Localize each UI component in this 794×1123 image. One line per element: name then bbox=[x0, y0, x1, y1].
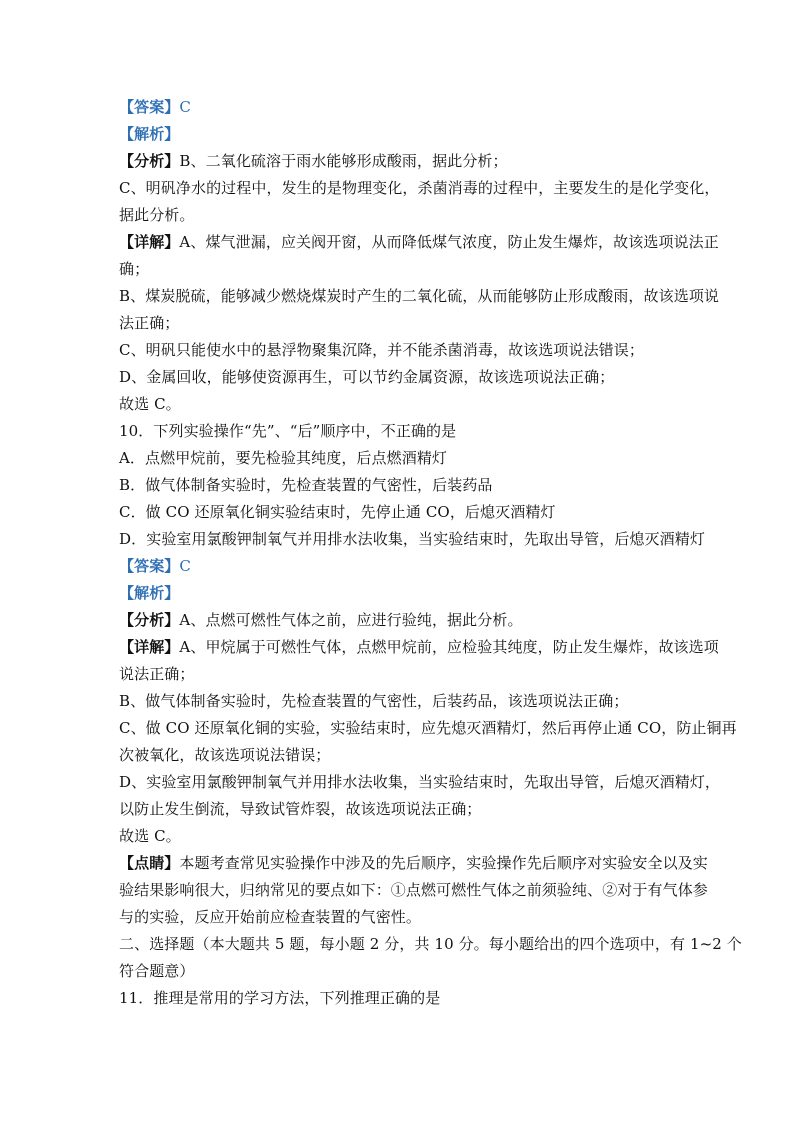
text-line bbox=[119, 94, 679, 121]
line-text: B．做气体制备实验时，先检查装置的气密性，后装药品 bbox=[119, 476, 493, 494]
text-line bbox=[119, 661, 679, 688]
text-line bbox=[119, 877, 708, 904]
line-text: C、明矾净水的过程中，发生的是物理变化，杀菌消毒的过程中，主要发生的是化学变化， bbox=[119, 179, 720, 197]
text-line bbox=[119, 391, 679, 418]
line-text: C bbox=[179, 557, 191, 575]
section-tag: 【答案】 bbox=[119, 98, 180, 116]
line-text: 11．推理是常用的学习方法，下列推理正确的是 bbox=[119, 989, 441, 1007]
line-text: C bbox=[179, 98, 191, 116]
line-text: 以防止发生倒流，导致试管炸裂，故该选项说法正确； bbox=[119, 800, 482, 818]
text-line bbox=[119, 364, 679, 391]
section-tag: 【详解】 bbox=[119, 233, 180, 251]
text-line bbox=[119, 931, 742, 958]
line-text: 验结果影响很大，归纳常见的要点如下：①点燃可燃性气体之前须验纯、②对于有气体参 bbox=[119, 881, 708, 899]
line-text: D．实验室用氯酸钾制氧气并用排水法收集，当实验结束时，先取出导管，后熄灭酒精灯 bbox=[119, 530, 705, 548]
line-text: 与的实验，反应开始前应检查装置的气密性。 bbox=[119, 908, 422, 926]
line-text: 本题考查常见实验操作中涉及的先后顺序，实验操作先后顺序对实验安全以及实 bbox=[179, 854, 708, 872]
line-text: 符合题意） bbox=[119, 962, 195, 980]
text-line bbox=[119, 229, 719, 256]
text-line bbox=[119, 904, 679, 931]
text-line bbox=[119, 715, 737, 742]
line-text: A、煤气泄漏，应关阀开窗，从而降低煤气浓度，防止发生爆炸，故该选项说法正 bbox=[179, 233, 719, 251]
line-text: 10．下列实验操作“先”、“后”顺序中，不正确的是 bbox=[119, 422, 457, 440]
line-text: 确； bbox=[119, 260, 150, 278]
text-line bbox=[119, 283, 720, 310]
section-tag: 【分析】 bbox=[119, 152, 180, 170]
line-text: C、做 CO 还原氧化铜的实验，实验结束时，应先熄灭酒精灯，然后再停止通 CO，防止铜再 bbox=[119, 719, 737, 737]
line-text: B、做气体制备实验时，先检查装置的气密性，后装药品，该选项说法正确； bbox=[119, 692, 629, 710]
text-line bbox=[119, 742, 679, 769]
line-text: 说法正确； bbox=[119, 665, 195, 683]
text-line bbox=[119, 472, 679, 499]
text-line bbox=[119, 256, 679, 283]
section-tag: 【解析】 bbox=[119, 584, 180, 602]
section-tag: 【详解】 bbox=[119, 638, 180, 656]
text-line bbox=[119, 634, 719, 661]
line-text: A、甲烷属于可燃性气体，点燃甲烷前，应检验其纯度，防止发生爆炸，故该选项 bbox=[179, 638, 719, 656]
text-line bbox=[119, 418, 679, 445]
text-line bbox=[119, 607, 679, 634]
section-tag: 【点睛】 bbox=[119, 854, 180, 872]
line-text: 故选 C。 bbox=[119, 827, 181, 845]
line-text: C．做 CO 还原氧化铜实验结束时，先停止通 CO，后熄灭酒精灯 bbox=[119, 503, 556, 521]
text-line bbox=[119, 310, 679, 337]
text-line bbox=[119, 148, 679, 175]
text-line bbox=[119, 553, 679, 580]
line-text: D、实验室用氯酸钾制氧气并用排水法收集，当实验结束时，先取出导管，后熄灭酒精灯， bbox=[119, 773, 721, 791]
text-line bbox=[119, 958, 679, 985]
text-line bbox=[119, 823, 679, 850]
text-line bbox=[119, 985, 679, 1012]
document-body bbox=[119, 94, 742, 1012]
text-line bbox=[119, 445, 679, 472]
text-line bbox=[119, 796, 679, 823]
line-text: B、煤炭脱硫，能够减少燃烧煤炭时产生的二氧化硫，从而能够防止形成酸雨，故该选项说 bbox=[119, 287, 720, 305]
line-text: 二、选择题（本大题共 5 题，每小题 2 分，共 10 分。每小题给出的四个选项中，有 1~2 个 bbox=[119, 935, 742, 953]
line-text: 故选 C。 bbox=[119, 395, 181, 413]
text-line bbox=[119, 688, 679, 715]
line-text: 法正确； bbox=[119, 314, 180, 332]
text-line bbox=[119, 175, 720, 202]
text-line bbox=[119, 526, 705, 553]
section-tag: 【解析】 bbox=[119, 125, 180, 143]
line-text: 次被氧化，故该选项说法错误； bbox=[119, 746, 331, 764]
text-line bbox=[119, 499, 679, 526]
line-text: D、金属回收，能够使资源再生，可以节约金属资源，故该选项说法正确； bbox=[119, 368, 615, 386]
text-line bbox=[119, 850, 708, 877]
text-line bbox=[119, 580, 679, 607]
line-text: B、二氧化硫溶于雨水能够形成酸雨，据此分析； bbox=[179, 152, 508, 170]
text-line bbox=[119, 202, 679, 229]
line-text: A．点燃甲烷前，要先检验其纯度，后点燃酒精灯 bbox=[119, 449, 448, 467]
section-tag: 【分析】 bbox=[119, 611, 180, 629]
section-tag: 【答案】 bbox=[119, 557, 180, 575]
text-line bbox=[119, 769, 721, 796]
line-text: C、明矾只能使水中的悬浮物聚集沉降，并不能杀菌消毒，故该选项说法错误； bbox=[119, 341, 644, 359]
text-line bbox=[119, 337, 679, 364]
line-text: A、点燃可燃性气体之前，应进行验纯，据此分析。 bbox=[179, 611, 523, 629]
line-text: 据此分析。 bbox=[119, 206, 195, 224]
text-line bbox=[119, 121, 679, 148]
